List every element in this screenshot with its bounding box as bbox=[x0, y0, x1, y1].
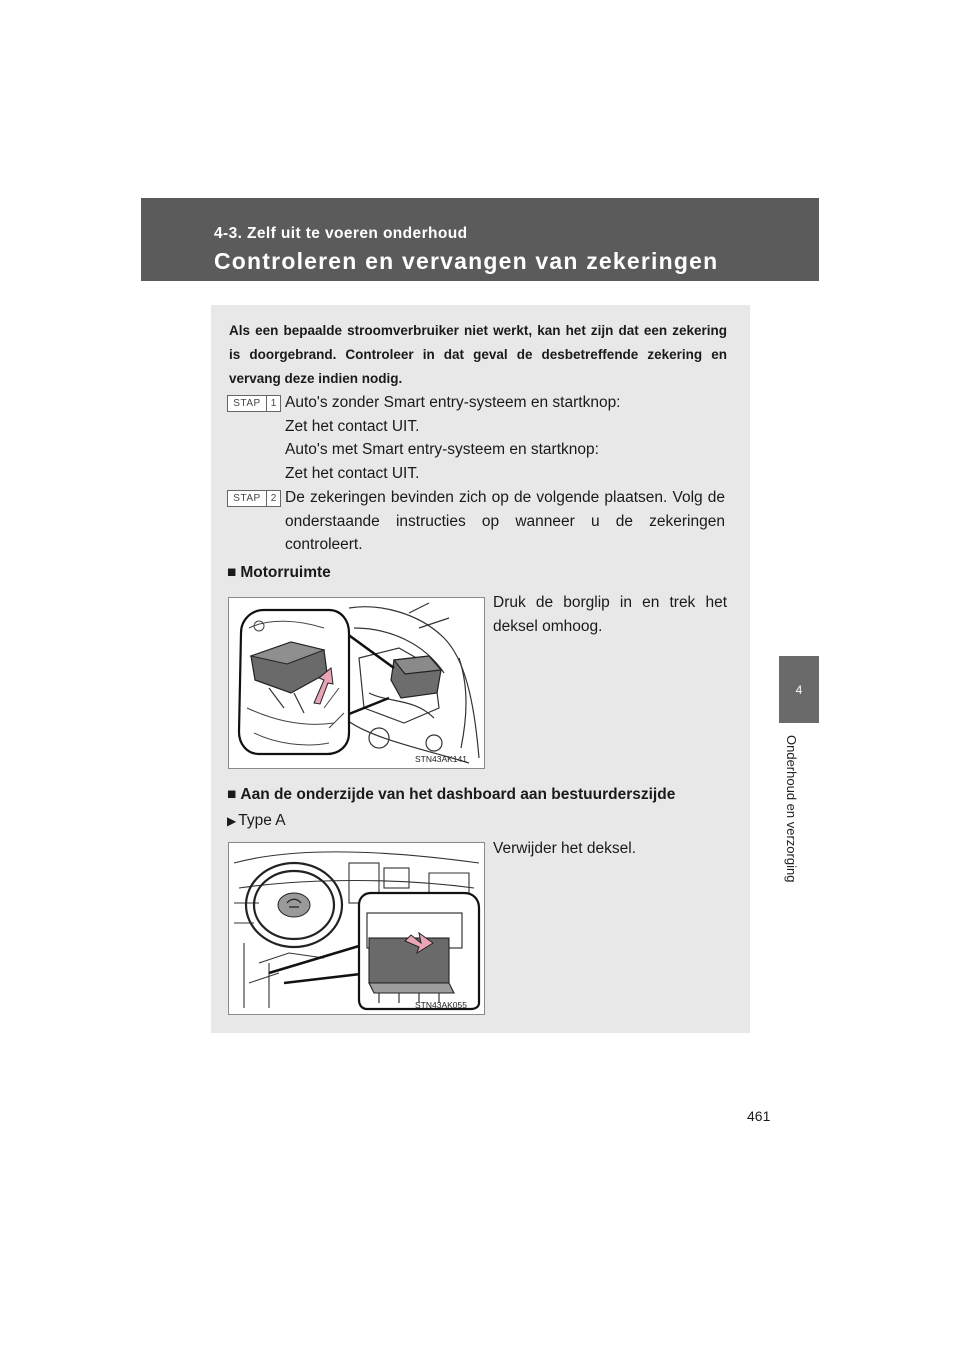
step-badge-word: STAP bbox=[233, 493, 261, 504]
section-heading-text: Aan de onderzijde van het dashboard aan bestuurderszijde bbox=[240, 786, 676, 803]
chapter-tab bbox=[779, 656, 819, 723]
step-badge-number: 1 bbox=[266, 396, 280, 411]
triangle-arrow-icon: ▶ bbox=[227, 814, 237, 828]
page-title: Controleren en vervangen van zekeringen bbox=[214, 248, 719, 274]
engine-room-caption: Druk de borglip in en trek het deksel omhoog. bbox=[493, 594, 727, 635]
step-1-line: Zet het contact UIT. bbox=[285, 464, 420, 482]
step-1-line: Auto's met Smart entry-systeem en startknop: bbox=[285, 441, 599, 458]
type-label bbox=[227, 812, 286, 830]
intro-paragraph: Als een bepaalde stroomverbruiker niet werkt, kan het zijn dat een zekering is doorgebrand. Controleer in dat geval de desbetreffende zekering en vervang deze indien nodig. bbox=[229, 323, 727, 386]
figure-code: STN43AK055 bbox=[415, 1000, 467, 1010]
section-heading-text: Motorruimte bbox=[240, 564, 331, 581]
dashboard-caption: Verwijder het deksel. bbox=[493, 840, 637, 857]
engine-room-illustration bbox=[228, 597, 485, 769]
step-badge-word: STAP bbox=[233, 398, 261, 409]
type-label-text: Type A bbox=[238, 812, 286, 829]
square-bullet-icon: ■ bbox=[227, 786, 237, 803]
chapter-header bbox=[141, 198, 819, 281]
figure-code: STN43AK141 bbox=[415, 754, 467, 764]
step-1-badge bbox=[227, 395, 281, 412]
step-2-badge bbox=[227, 490, 281, 507]
step-2-text: De zekeringen bevinden zich op de volgende plaatsen. Volg de onderstaande instructies op wanneer u de zekeringen controleert. bbox=[285, 489, 725, 553]
chapter-side-label: Onderhoud en verzorging bbox=[784, 735, 799, 883]
dashboard-illustration bbox=[228, 842, 485, 1015]
section-label: 4-3. Zelf uit te voeren onderhoud bbox=[214, 225, 468, 242]
content-box bbox=[211, 305, 750, 1033]
page-number: 461 bbox=[747, 1108, 771, 1124]
step-1-text bbox=[285, 391, 725, 485]
section-heading-dashboard bbox=[227, 786, 675, 804]
step-1-line: Auto's zonder Smart entry-systeem en startknop: bbox=[285, 394, 621, 411]
step-1-line: Zet het contact UIT. bbox=[285, 417, 420, 435]
step-badge-number: 2 bbox=[266, 491, 280, 506]
chapter-number: 4 bbox=[795, 682, 803, 697]
section-heading-engine-room bbox=[227, 564, 331, 582]
square-bullet-icon: ■ bbox=[227, 564, 237, 581]
